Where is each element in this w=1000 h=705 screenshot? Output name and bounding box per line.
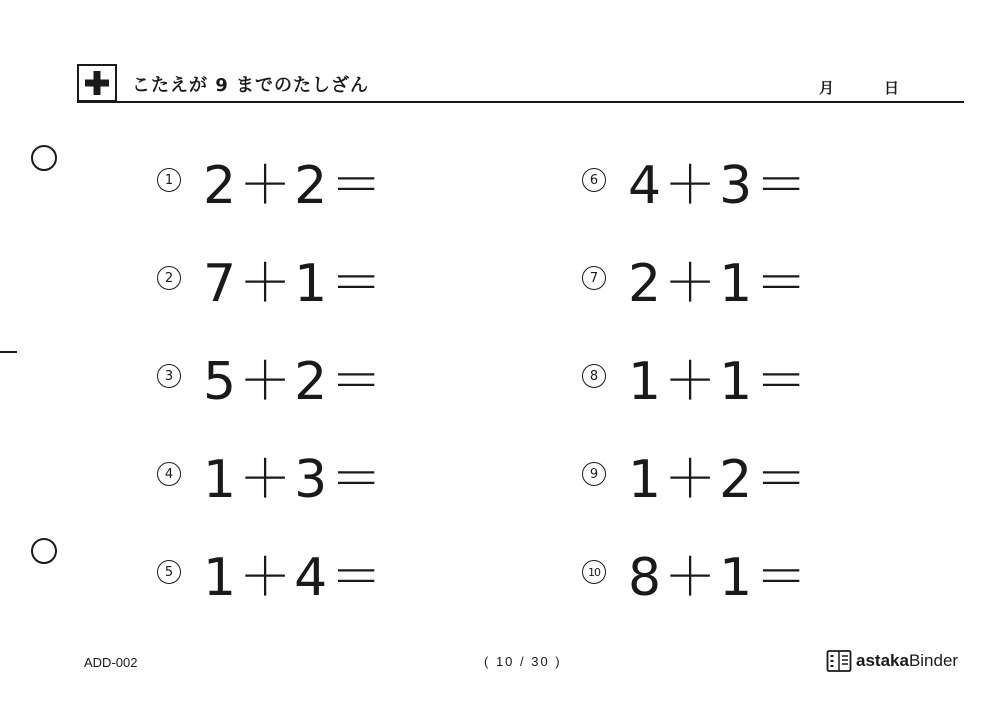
problem-expression: 8＋1＝ <box>628 547 811 608</box>
plus-icon-box <box>77 64 117 102</box>
problem-number-badge: 4 <box>157 462 181 486</box>
brand-name-bold: astaka <box>856 651 909 670</box>
brand-name-light: Binder <box>908 651 959 670</box>
problem-10 <box>582 532 810 612</box>
plus-icon <box>84 70 110 96</box>
problem-number-badge: 10 <box>582 560 606 584</box>
problem-number-badge: 5 <box>157 560 181 584</box>
problem-number-badge: 7 <box>582 266 606 290</box>
problem-7 <box>582 238 810 318</box>
problem-number-badge: 1 <box>157 168 181 192</box>
problem-expression: 1＋3＝ <box>203 449 386 510</box>
problem-expression: 5＋2＝ <box>203 351 386 412</box>
problem-expression: 4＋3＝ <box>628 155 811 216</box>
binder-hole-bottom <box>31 538 57 564</box>
day-label: 日 <box>884 79 900 97</box>
problem-3 <box>157 336 385 416</box>
problem-6 <box>582 140 810 220</box>
problem-5 <box>157 532 385 612</box>
problem-number-badge: 6 <box>582 168 606 192</box>
problem-1 <box>157 140 385 220</box>
problem-9 <box>582 434 810 514</box>
binder-book-icon <box>826 649 852 673</box>
problem-expression: 2＋2＝ <box>203 155 386 216</box>
worksheet-title: こたえが 9 までのたしざん <box>132 75 370 96</box>
problem-expression: 1＋4＝ <box>203 547 386 608</box>
problem-expression: 1＋1＝ <box>628 351 811 412</box>
problem-number-badge: 9 <box>582 462 606 486</box>
problem-number-badge: 3 <box>157 364 181 388</box>
problem-8 <box>582 336 810 416</box>
center-fold-mark <box>0 351 17 353</box>
problem-number-badge: 8 <box>582 364 606 388</box>
problem-number-badge: 2 <box>157 266 181 290</box>
page-indicator: ( 10 / 30 ) <box>484 654 562 669</box>
problem-4 <box>157 434 385 514</box>
binder-hole-top <box>31 145 57 171</box>
problem-expression: 1＋2＝ <box>628 449 811 510</box>
problem-expression: 2＋1＝ <box>628 253 811 314</box>
header-divider <box>77 101 964 103</box>
month-label: 月 <box>819 79 835 97</box>
problem-expression: 7＋1＝ <box>203 253 386 314</box>
problem-2 <box>157 238 385 318</box>
brand-logo <box>826 649 958 673</box>
worksheet-code: ADD-002 <box>84 655 138 670</box>
